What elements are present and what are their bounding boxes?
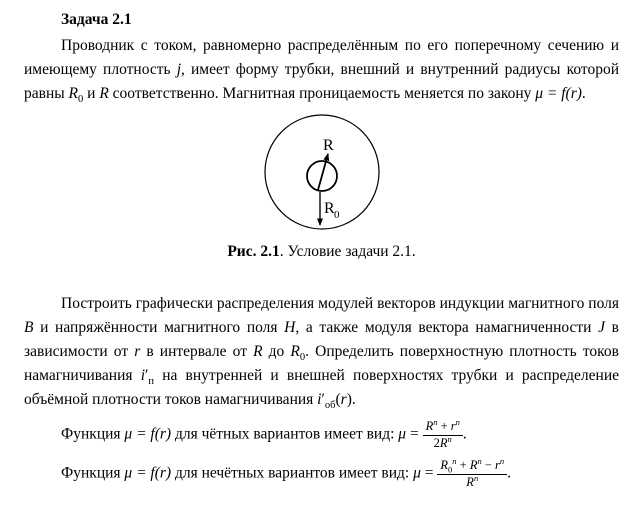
label-R0: R [323, 200, 335, 217]
exp-n [448, 433, 452, 443]
var-n: n [455, 416, 460, 427]
text-run: , имеет форму трубки, внешний и внутренний радиусы которой равны [24, 61, 619, 102]
text-run: для чётных вариантов имеет вид: [171, 425, 399, 443]
formula-odd-variants [24, 458, 619, 490]
exp-n [456, 417, 460, 427]
var-n: n [447, 433, 452, 444]
var-n: n [499, 456, 505, 467]
text-run: в зависимости от [24, 319, 619, 360]
paragraph-intro [24, 34, 619, 106]
label-R: R [322, 137, 334, 154]
var-R0: R [290, 343, 300, 360]
var-R: R [425, 419, 434, 433]
plus-sign: + [456, 458, 470, 473]
problem-title: Задача 2.1 [61, 11, 132, 28]
text-run: Проводник с током, равномерно распределённым по его поперечному сечению и имеющему плотность [24, 37, 619, 78]
var-i-surface-sub: п [148, 376, 155, 388]
outer-circle [265, 115, 379, 229]
var-R0: R [68, 85, 79, 102]
inline-formula-mu: μ = f(r) [124, 425, 172, 443]
inline-formula-mu: μ = f(r) [124, 464, 172, 482]
text-run: . [507, 464, 512, 482]
paren-close: ) [346, 391, 352, 408]
var-H: H [284, 319, 296, 336]
text-run: . [462, 425, 467, 443]
minus-sign: − [481, 458, 496, 473]
fraction-numerator [437, 458, 507, 475]
var-mu: μ [398, 425, 407, 443]
fraction-even [423, 416, 463, 451]
text-run: . [351, 391, 356, 408]
paren-open: ( [335, 391, 341, 408]
prime-mark: ′ [321, 391, 325, 408]
label-R0-sub: 0 [333, 209, 339, 221]
coefficient-2: 2 [433, 435, 440, 450]
figure-caption [24, 241, 619, 262]
figure-2-1 [24, 110, 619, 237]
fraction-denominator [423, 433, 463, 452]
equals-sign: = [420, 464, 438, 482]
formula-even-variants [24, 416, 619, 451]
fraction-numerator [423, 416, 463, 436]
caption-text: . Условие задачи 2.1. [279, 243, 416, 260]
var-R0-sub: 0 [78, 94, 84, 106]
var-R0-sub: 0 [448, 464, 453, 475]
text-run: , а также модуля вектора намагниченности [295, 319, 599, 336]
plus-sign: + [437, 419, 451, 433]
var-r: r [134, 343, 141, 360]
var-n: n [473, 472, 479, 483]
var-J: J [598, 319, 606, 336]
var-r: r [450, 419, 456, 433]
prime-mark: ′ [145, 367, 149, 384]
equals-sign: = [406, 425, 423, 443]
var-R: R [469, 458, 478, 473]
exp-n [500, 456, 504, 466]
text-run: до [262, 343, 291, 360]
var-n: n [477, 456, 482, 467]
var-r: r [495, 458, 500, 473]
text-run: и [83, 85, 100, 102]
text-run: соответственно. Магнитная проницаемость меняется по закону [108, 85, 536, 102]
text-run: . Определить поверхностную плотность токов намагничивания [24, 343, 619, 384]
var-i-surface: i [140, 367, 145, 384]
text-run: Функция [61, 464, 125, 482]
var-R0-sub: 0 [299, 352, 306, 364]
paragraph-task [24, 292, 619, 412]
radius-R-arrow [318, 154, 328, 190]
fraction-denominator [437, 472, 507, 491]
var-n: n [433, 416, 438, 427]
var-j: j [176, 61, 181, 78]
var-n: n [452, 456, 457, 467]
var-i-volume-sub: об [324, 400, 336, 412]
tube-cross-section-figure [237, 110, 407, 237]
var-mu: μ [413, 464, 421, 482]
var-R: R [466, 474, 474, 489]
text-run: на внутренней и внешней поверхностях трубки и распределение объёмной плотности токов намагничивания [24, 367, 620, 408]
text-run: Функция [61, 425, 125, 443]
inline-formula-mu: μ = f(r) [535, 85, 582, 102]
text-run: в интервале от [140, 343, 254, 360]
fraction-odd [437, 458, 507, 490]
var-R0: R [440, 458, 448, 473]
exp-n [474, 473, 478, 483]
var-R: R [253, 343, 263, 360]
var-R: R [439, 435, 448, 450]
text-run: и напряжённости магнитного поля [33, 319, 285, 336]
text-run: для нечётных вариантов имеет вид: [171, 464, 414, 482]
text-run: Построить графически распределения модулей векторов индукции магнитного поля [61, 295, 619, 312]
caption-number: Рис. 2.1 [227, 243, 280, 260]
var-i-volume: i [317, 391, 322, 408]
var-R: R [99, 85, 109, 102]
var-B: B [24, 319, 34, 336]
var-r: r [340, 391, 347, 408]
text-run: . [581, 85, 586, 102]
